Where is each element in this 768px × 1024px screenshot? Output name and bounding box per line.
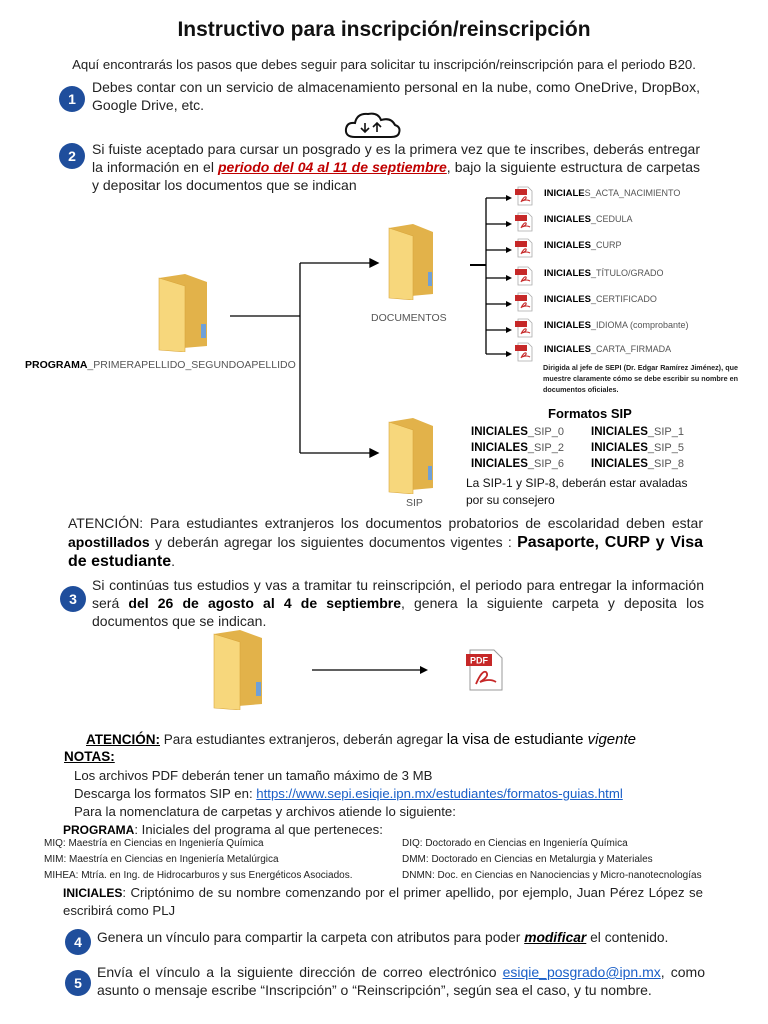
document-file-name: INICIALES_IDIOMA (comprobante) bbox=[544, 320, 689, 331]
formatos-sip-title: Formatos SIP bbox=[548, 406, 632, 421]
step-3-text: Si continúas tus estudios y vas a tramitar tu reinscripción, el periodo para entregar la información será del 26 de agosto al 4 de septiembre, genera la siguiente carpeta y deposita los documentos que se indican. bbox=[92, 577, 704, 629]
step-1-badge: 1 bbox=[59, 86, 85, 112]
sip-folder-label: SIP bbox=[406, 497, 423, 509]
sip-format-name: INICIALES_SIP_5 bbox=[591, 442, 684, 454]
atencion-visa: ATENCIÓN: Para estudiantes extranjeros, deberán agregar la visa de estudiante vigente bbox=[86, 731, 636, 748]
svg-text:PDF: PDF bbox=[470, 655, 488, 666]
step-2-text: Si fuiste aceptado para cursar un posgrado y es la primera vez que te inscribes, deberás entregar la información en el periodo del 04 al 11 de septiembre, bajo la siguiente estructura de carpetas y depositar los documentos que se indican bbox=[92, 141, 700, 193]
pdf-file-icon bbox=[514, 292, 534, 317]
pdf-file-icon bbox=[514, 212, 534, 237]
sip-note: La SIP-1 y SIP-8, deberán estar avaladas por su consejero bbox=[466, 476, 688, 507]
program-item: DMM: Doctorado en Ciencias en Metalurgia y Materiales bbox=[402, 854, 653, 865]
program-item: MIQ: Maestría en Ciencias en Ingeniería Química bbox=[44, 838, 264, 849]
iniciales-definition: INICIALES: Criptónimo de su nombre comenzando por el primer apellido, por ejemplo, Juan Pérez López se escribirá como PLJ bbox=[63, 885, 703, 918]
step-5-text: Envía el vínculo a la siguiente dirección de correo electrónico esiqie_posgrado@ipn.mx, como asunto o mensaje escribe “Inscripción” o “Reinscripción”, según sea el caso, y tu nombre. bbox=[97, 964, 705, 998]
carta-note: Dirigida al jefe de SEPI (Dr. Edgar Ramírez Jiménez), que muestre claramente cómo se debe escribir su nombre en documentos oficiales. bbox=[543, 363, 738, 394]
document-file-name: INICIALES_CARTA_FIRMADA bbox=[544, 344, 672, 355]
pdf-file-icon bbox=[514, 238, 534, 263]
sip-format-name: INICIALES_SIP_8 bbox=[591, 458, 684, 470]
email-link[interactable]: esiqie_posgrado@ipn.mx bbox=[502, 964, 661, 980]
sip-format-name: INICIALES_SIP_2 bbox=[471, 442, 564, 454]
document-file-name: INICIALES_TÍTULO/GRADO bbox=[544, 268, 664, 279]
notas-line-1: Los archivos PDF deberán tener un tamaño máximo de 3 MB bbox=[74, 768, 433, 783]
intro-text: Aquí encontrarás los pasos que debes seguir para solicitar tu inscripción/reinscripción para el periodo B20. bbox=[72, 57, 696, 72]
step-5-badge: 5 bbox=[65, 970, 91, 996]
documentos-folder-icon bbox=[385, 222, 437, 300]
document-file-name: INICIALES_CURP bbox=[544, 240, 622, 251]
notas-line-2: Descarga los formatos SIP en: https://www.sepi.esiqie.ipn.mx/estudiantes/formatos-guias.html bbox=[74, 786, 623, 801]
documentos-folder-label: DOCUMENTOS bbox=[371, 312, 447, 324]
notas-line-3: Para la nomenclatura de carpetas y archivos atiende lo siguiente: bbox=[74, 804, 456, 819]
arrow-to-pdf bbox=[312, 664, 432, 676]
atencion-extranjeros: ATENCIÓN: Para estudiantes extranjeros los documentos probatorios de escolaridad deben estar apostillados y deberán agregar los siguientes documentos vigentes : Pasaporte, CURP y Visa de estudiante. bbox=[68, 515, 704, 570]
document-file-name: INICIALES_CEDULA bbox=[544, 214, 633, 225]
page-title: Instructivo para inscripción/reinscripción bbox=[177, 18, 591, 41]
program-item: MIM: Maestría en Ciencias en Ingeniería Metalúrgica bbox=[44, 854, 279, 865]
step-4-badge: 4 bbox=[65, 929, 91, 955]
period-highlight: periodo del 04 al 11 de septiembre bbox=[218, 159, 447, 175]
program-item: DIQ: Doctorado en Ciencias en Ingeniería Química bbox=[402, 838, 628, 849]
pdf-file-icon bbox=[464, 648, 508, 692]
step-4-text: Genera un vínculo para compartir la carpeta con atributos para poder modificar el contenido. bbox=[97, 930, 669, 945]
step-3-badge: 3 bbox=[60, 586, 86, 612]
root-folder-icon bbox=[155, 272, 211, 352]
sip-format-name: INICIALES_SIP_0 bbox=[471, 426, 564, 438]
reinscripcion-folder-icon bbox=[210, 628, 266, 710]
notas-title: NOTAS: bbox=[64, 749, 115, 764]
sip-format-name: INICIALES_SIP_6 bbox=[471, 458, 564, 470]
step-1-text: Debes contar con un servicio de almacenamiento personal en la nube, como OneDrive, DropBox, Google Drive, etc. bbox=[92, 79, 700, 113]
step-2-badge: 2 bbox=[59, 143, 85, 169]
program-item: DNMN: Doc. en Ciencias en Nanociencias y Micro-nanotecnologías bbox=[402, 870, 702, 881]
pdf-file-icon bbox=[514, 342, 534, 367]
sip-format-name: INICIALES_SIP_1 bbox=[591, 426, 684, 438]
programa-definition: PROGRAMA: Iniciales del programa al que perteneces: bbox=[63, 822, 383, 837]
formatos-sip-link[interactable]: https://www.sepi.esiqie.ipn.mx/estudiantes/formatos-guias.html bbox=[256, 786, 623, 801]
root-folder-label: PROGRAMA_PRIMERAPELLIDO_SEGUNDOAPELLIDO bbox=[25, 359, 296, 371]
pdf-file-icon bbox=[514, 318, 534, 343]
sip-folder-icon bbox=[385, 416, 437, 494]
pdf-file-icon bbox=[514, 186, 534, 211]
program-item: MIHEA: Mtría. en Ing. de Hidrocarburos y sus Energéticos Asociados. bbox=[44, 870, 353, 881]
pdf-file-icon bbox=[514, 266, 534, 291]
document-file-name: INICIALES_ACTA_NACIMIENTO bbox=[544, 188, 681, 199]
document-file-name: INICIALES_CERTIFICADO bbox=[544, 294, 657, 305]
